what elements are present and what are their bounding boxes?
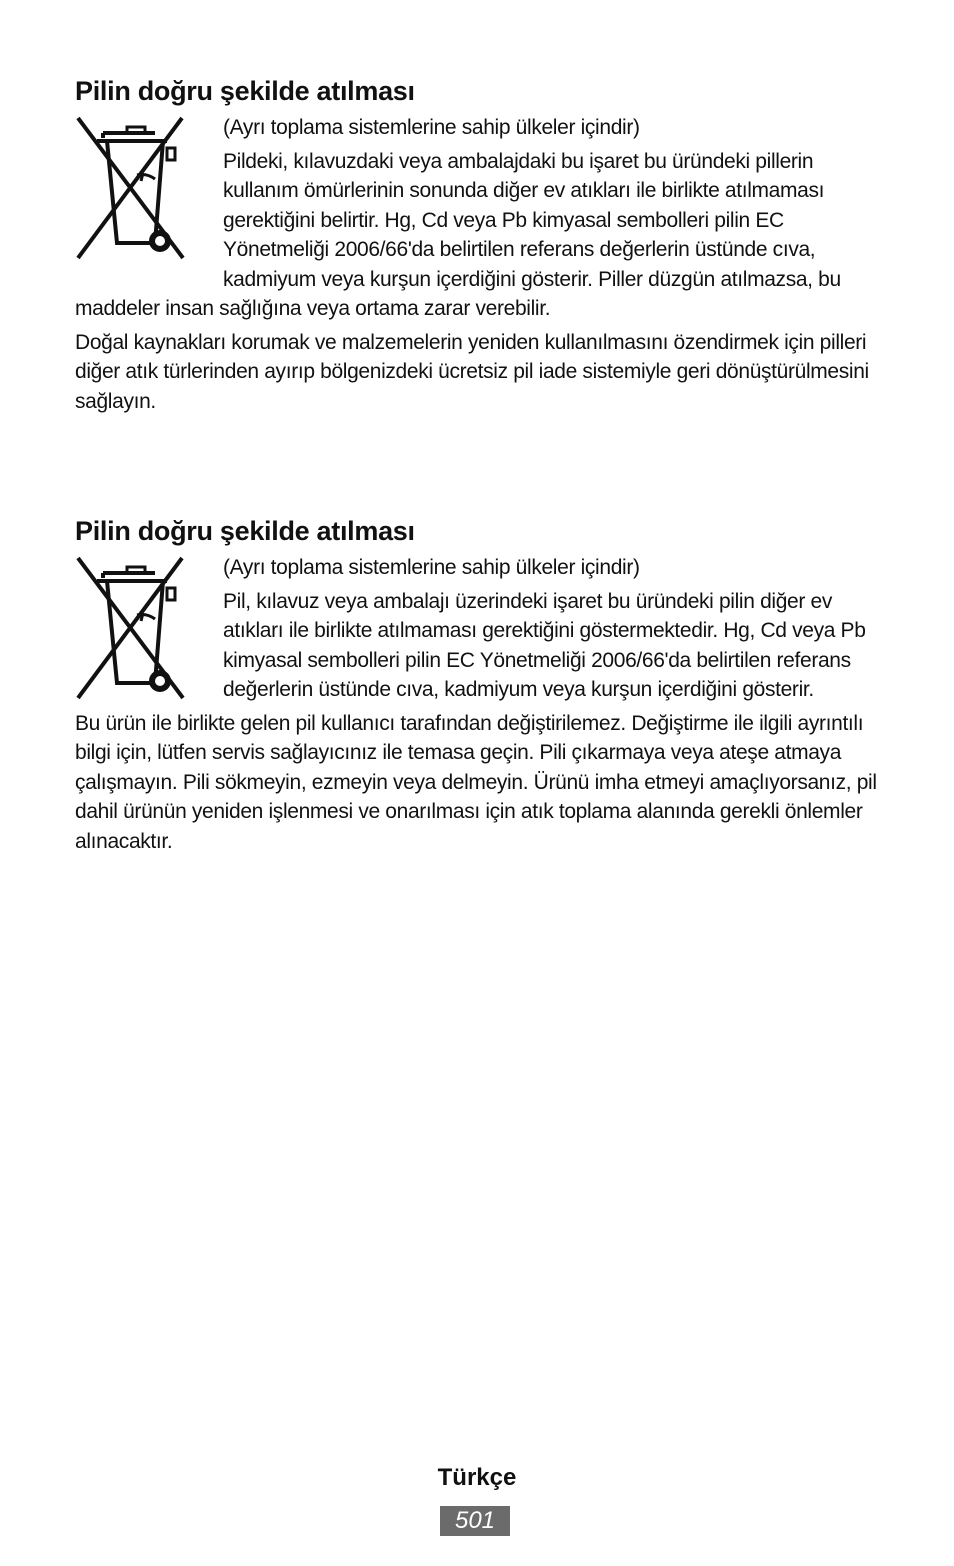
- page-number: 501: [440, 1506, 510, 1536]
- crossed-out-wheelie-bin-icon: [75, 553, 189, 703]
- applicability-note: (Ayrı toplama sistemlerine sahip ülkeler içindir): [223, 556, 640, 579]
- disposal-paragraph: Pil, kılavuz veya ambalajı üzerindeki işaret bu üründeki pilin diğer ev atıkları ile birlikte atılmaması gerektiğini göstermektedir. Hg, Cd veya Pb kimyasal sembolleri pilin EC Yönetmeliği 2006/66'da belirtilen referans değerlerin üstünde cıva, kadmiyum veya kurşun içerdiğini gösterir.: [223, 589, 866, 701]
- battery-disposal-section-2: [75, 513, 885, 860]
- footer-language: Türkçe: [437, 1464, 517, 1491]
- crossed-out-wheelie-bin-icon: [75, 113, 189, 263]
- section-title: Pilin doğru şekilde atılması: [75, 76, 415, 106]
- battery-disposal-section-1: [75, 73, 885, 420]
- section-title: Pilin doğru şekilde atılması: [75, 516, 415, 546]
- disposal-paragraph: Pildeki, kılavuzdaki veya ambalajdaki bu işaret bu üründeki pillerin kullanım ömürlerinin sonunda diğer ev atıkları ile birlikte atılmaması gerektiğini belirtir. Hg, Cd veya Pb kimyasal sembolleri pilin EC Yönetmeliği 2006/66'da belirtilen referans değerlerin üstünde cıva, kadmiyum veya kurşun içerdiğini gösterir. Piller düzgün atılmazsa, bu maddeler insan sağlığına veya ortama zarar verebilir.: [75, 149, 841, 320]
- recycling-paragraph: Doğal kaynakları korumak ve malzemelerin yeniden kullanılmasını özendirmek için pilleri diğer atık türlerinden ayırıp bölgenizdeki ücretsiz pil iade sistemiyle geri dönüştürülmesini sağlayın.: [75, 330, 869, 413]
- replacement-paragraph: Bu ürün ile birlikte gelen pil kullanıcı tarafından değiştirilemez. Değiştirme ile ilgili ayrıntılı bilgi için, lütfen servis sağlayıcınız ile temasa geçin. Pili çıkarmaya veya ateşe atmaya çalışmayın. Pili sökmeyin, ezmeyin veya delmeyin. Ürünü imha etmeyi amaçlıyorsanız, pil dahil ürünün yeniden işlenmesi ve onarılması için atık toplama alanında gerekli önlemler alınacaktır.: [75, 711, 877, 853]
- applicability-note: (Ayrı toplama sistemlerine sahip ülkeler içindir): [223, 116, 640, 139]
